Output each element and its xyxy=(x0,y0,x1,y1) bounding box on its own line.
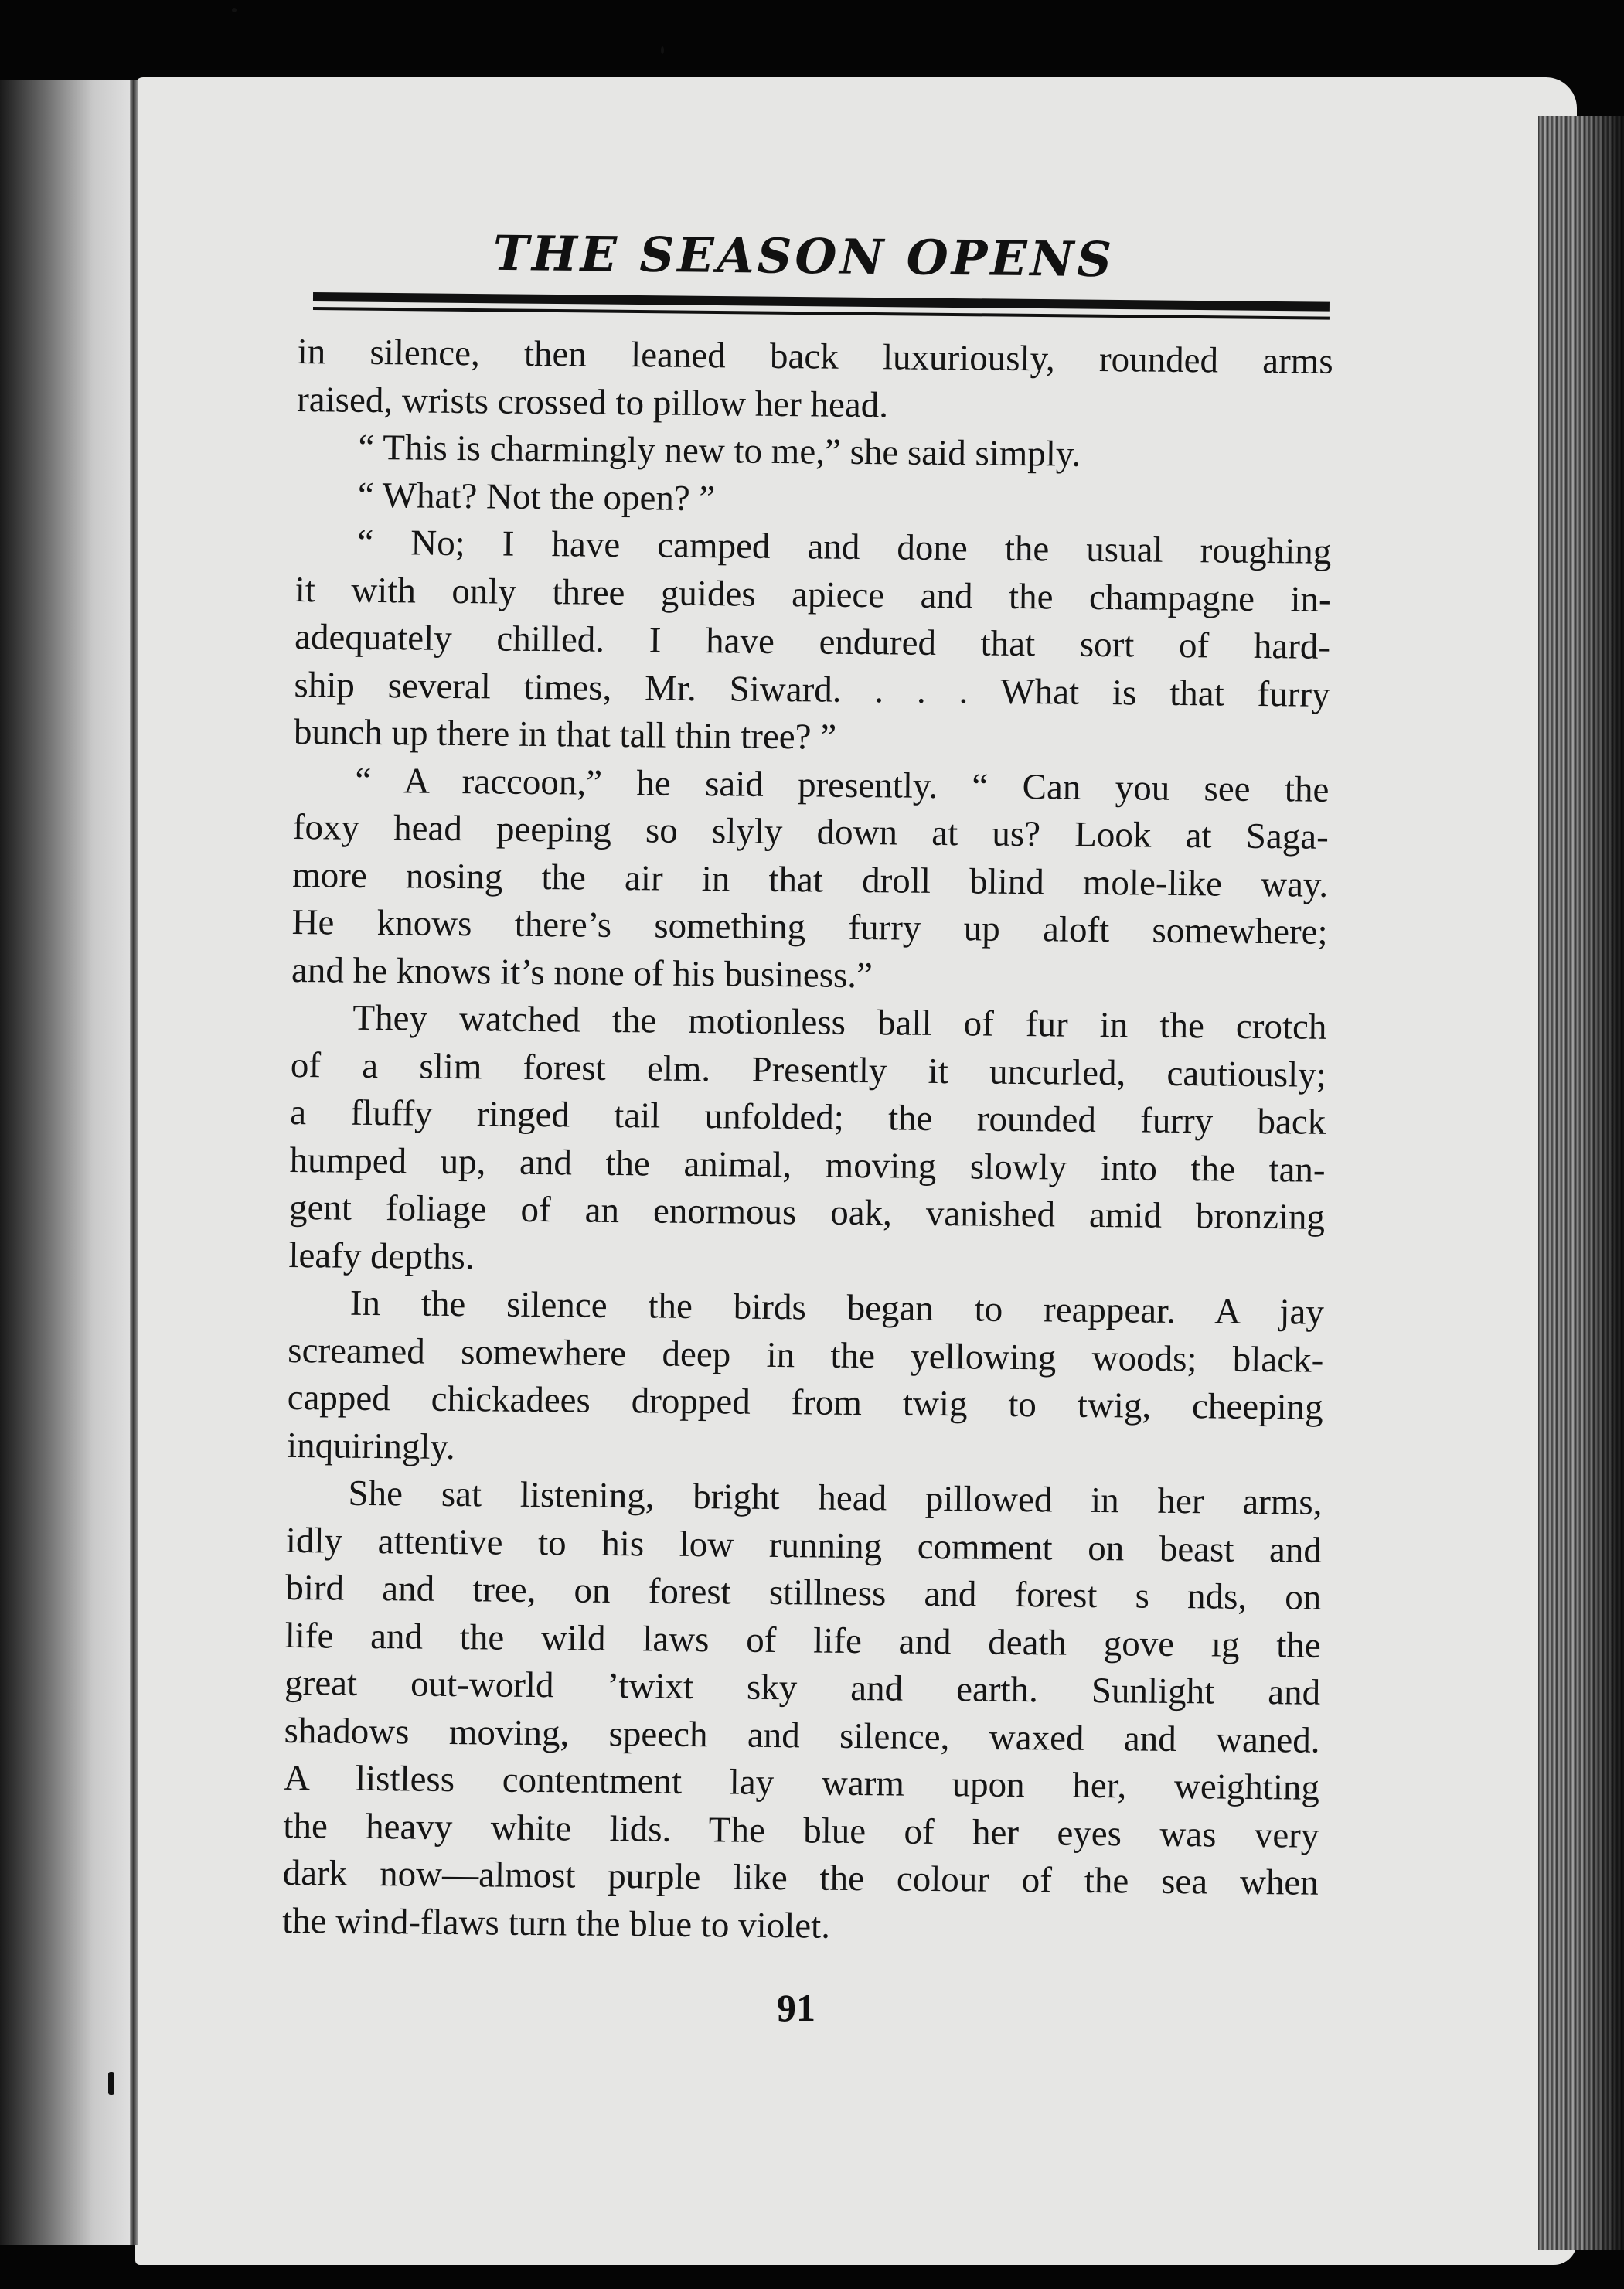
text-line: inquiringly. xyxy=(286,1425,455,1467)
right-edge-shadow xyxy=(1577,116,1624,2250)
text-line: life and the wild laws of life and death gove ıg the xyxy=(284,1615,1321,1666)
text-line: the wind-flaws turn the blue to violet. xyxy=(281,1900,831,1947)
text-line: and he knows it’s none of his business.” xyxy=(291,949,873,996)
text-line: in silence, then leaned back luxuriously, rounded arms xyxy=(297,331,1333,382)
text-line: “ This is charmingly new to me,” she said simply. xyxy=(358,427,1081,475)
text-line: bunch up there in that tall thin tree? ” xyxy=(293,711,837,758)
text-line: “ A raccoon,” he said presently. “ Can you see the xyxy=(355,760,1330,810)
text-line: more nosing the air in that droll blind mole-like way. xyxy=(291,854,1329,905)
text-line: He knows there’s something furry up aloft somewhere; xyxy=(291,901,1328,952)
text-line: dark now—almost purple like the colour of the sea when xyxy=(282,1852,1319,1903)
text-line: the heavy white lids. The blue of her eyes was very xyxy=(283,1805,1319,1856)
running-header: THE SEASON OPENS xyxy=(492,224,1115,288)
text-line: ship several times, Mr. Siward. . . . What is that furry xyxy=(294,664,1330,715)
text-line: They watched the motionless ball of fur in the crotch xyxy=(352,997,1327,1047)
text-line: foxy head peeping so slyly down at us? Look at Saga- xyxy=(292,806,1329,857)
text-line: leafy depths. xyxy=(288,1235,475,1277)
text-line: “ What? Not the open? ” xyxy=(357,475,716,519)
text-line: In the silence the birds began to reappear. A jay xyxy=(349,1282,1325,1333)
text-line: “ No; I have camped and done the usual roughing xyxy=(357,522,1332,572)
text-line: of a slim forest elm. Presently it uncurled, cautiously; xyxy=(290,1044,1327,1095)
text-line: it with only three guides apiece and the champagne in- xyxy=(294,569,1331,620)
text-line: a fluffy ringed tail unfolded; the rounded furry back xyxy=(290,1092,1326,1143)
scan-speck xyxy=(108,2072,114,2095)
left-page-edge xyxy=(0,80,139,2245)
text-line: adequately chilled. I have endured that sort of hard- xyxy=(294,616,1331,667)
text-line: humped up, and the animal, moving slowly into the tan- xyxy=(289,1139,1326,1190)
text-line: idly attentive to his low running comment on beast and xyxy=(285,1520,1323,1571)
text-line: screamed somewhere deep in the yellowing woods; black- xyxy=(288,1330,1324,1381)
text-line: capped chickadees dropped from twig to twig, cheeping xyxy=(287,1377,1323,1428)
text-line: She sat listening, bright head pillowed in her arms, xyxy=(348,1473,1323,1523)
book-gutter xyxy=(130,80,138,2245)
text-line: shadows moving, speech and silence, waxed and waned. xyxy=(284,1710,1320,1761)
scan-speck xyxy=(661,46,664,54)
scan-speck xyxy=(232,8,237,12)
text-line: bird and tree, on forest stillness and forest s nds, on xyxy=(285,1567,1322,1618)
text-line: A listless contentment lay warm upon her, weighting xyxy=(283,1757,1320,1808)
text-line: great out-world ’twixt sky and earth. Sunlight and xyxy=(284,1662,1321,1713)
text-line: gent foliage of an enormous oak, vanished amid bronzing xyxy=(288,1187,1326,1238)
text-line: raised, wrists crossed to pillow her head. xyxy=(296,379,889,425)
page-number: 91 xyxy=(777,1986,815,2029)
body-text xyxy=(282,329,1333,1955)
